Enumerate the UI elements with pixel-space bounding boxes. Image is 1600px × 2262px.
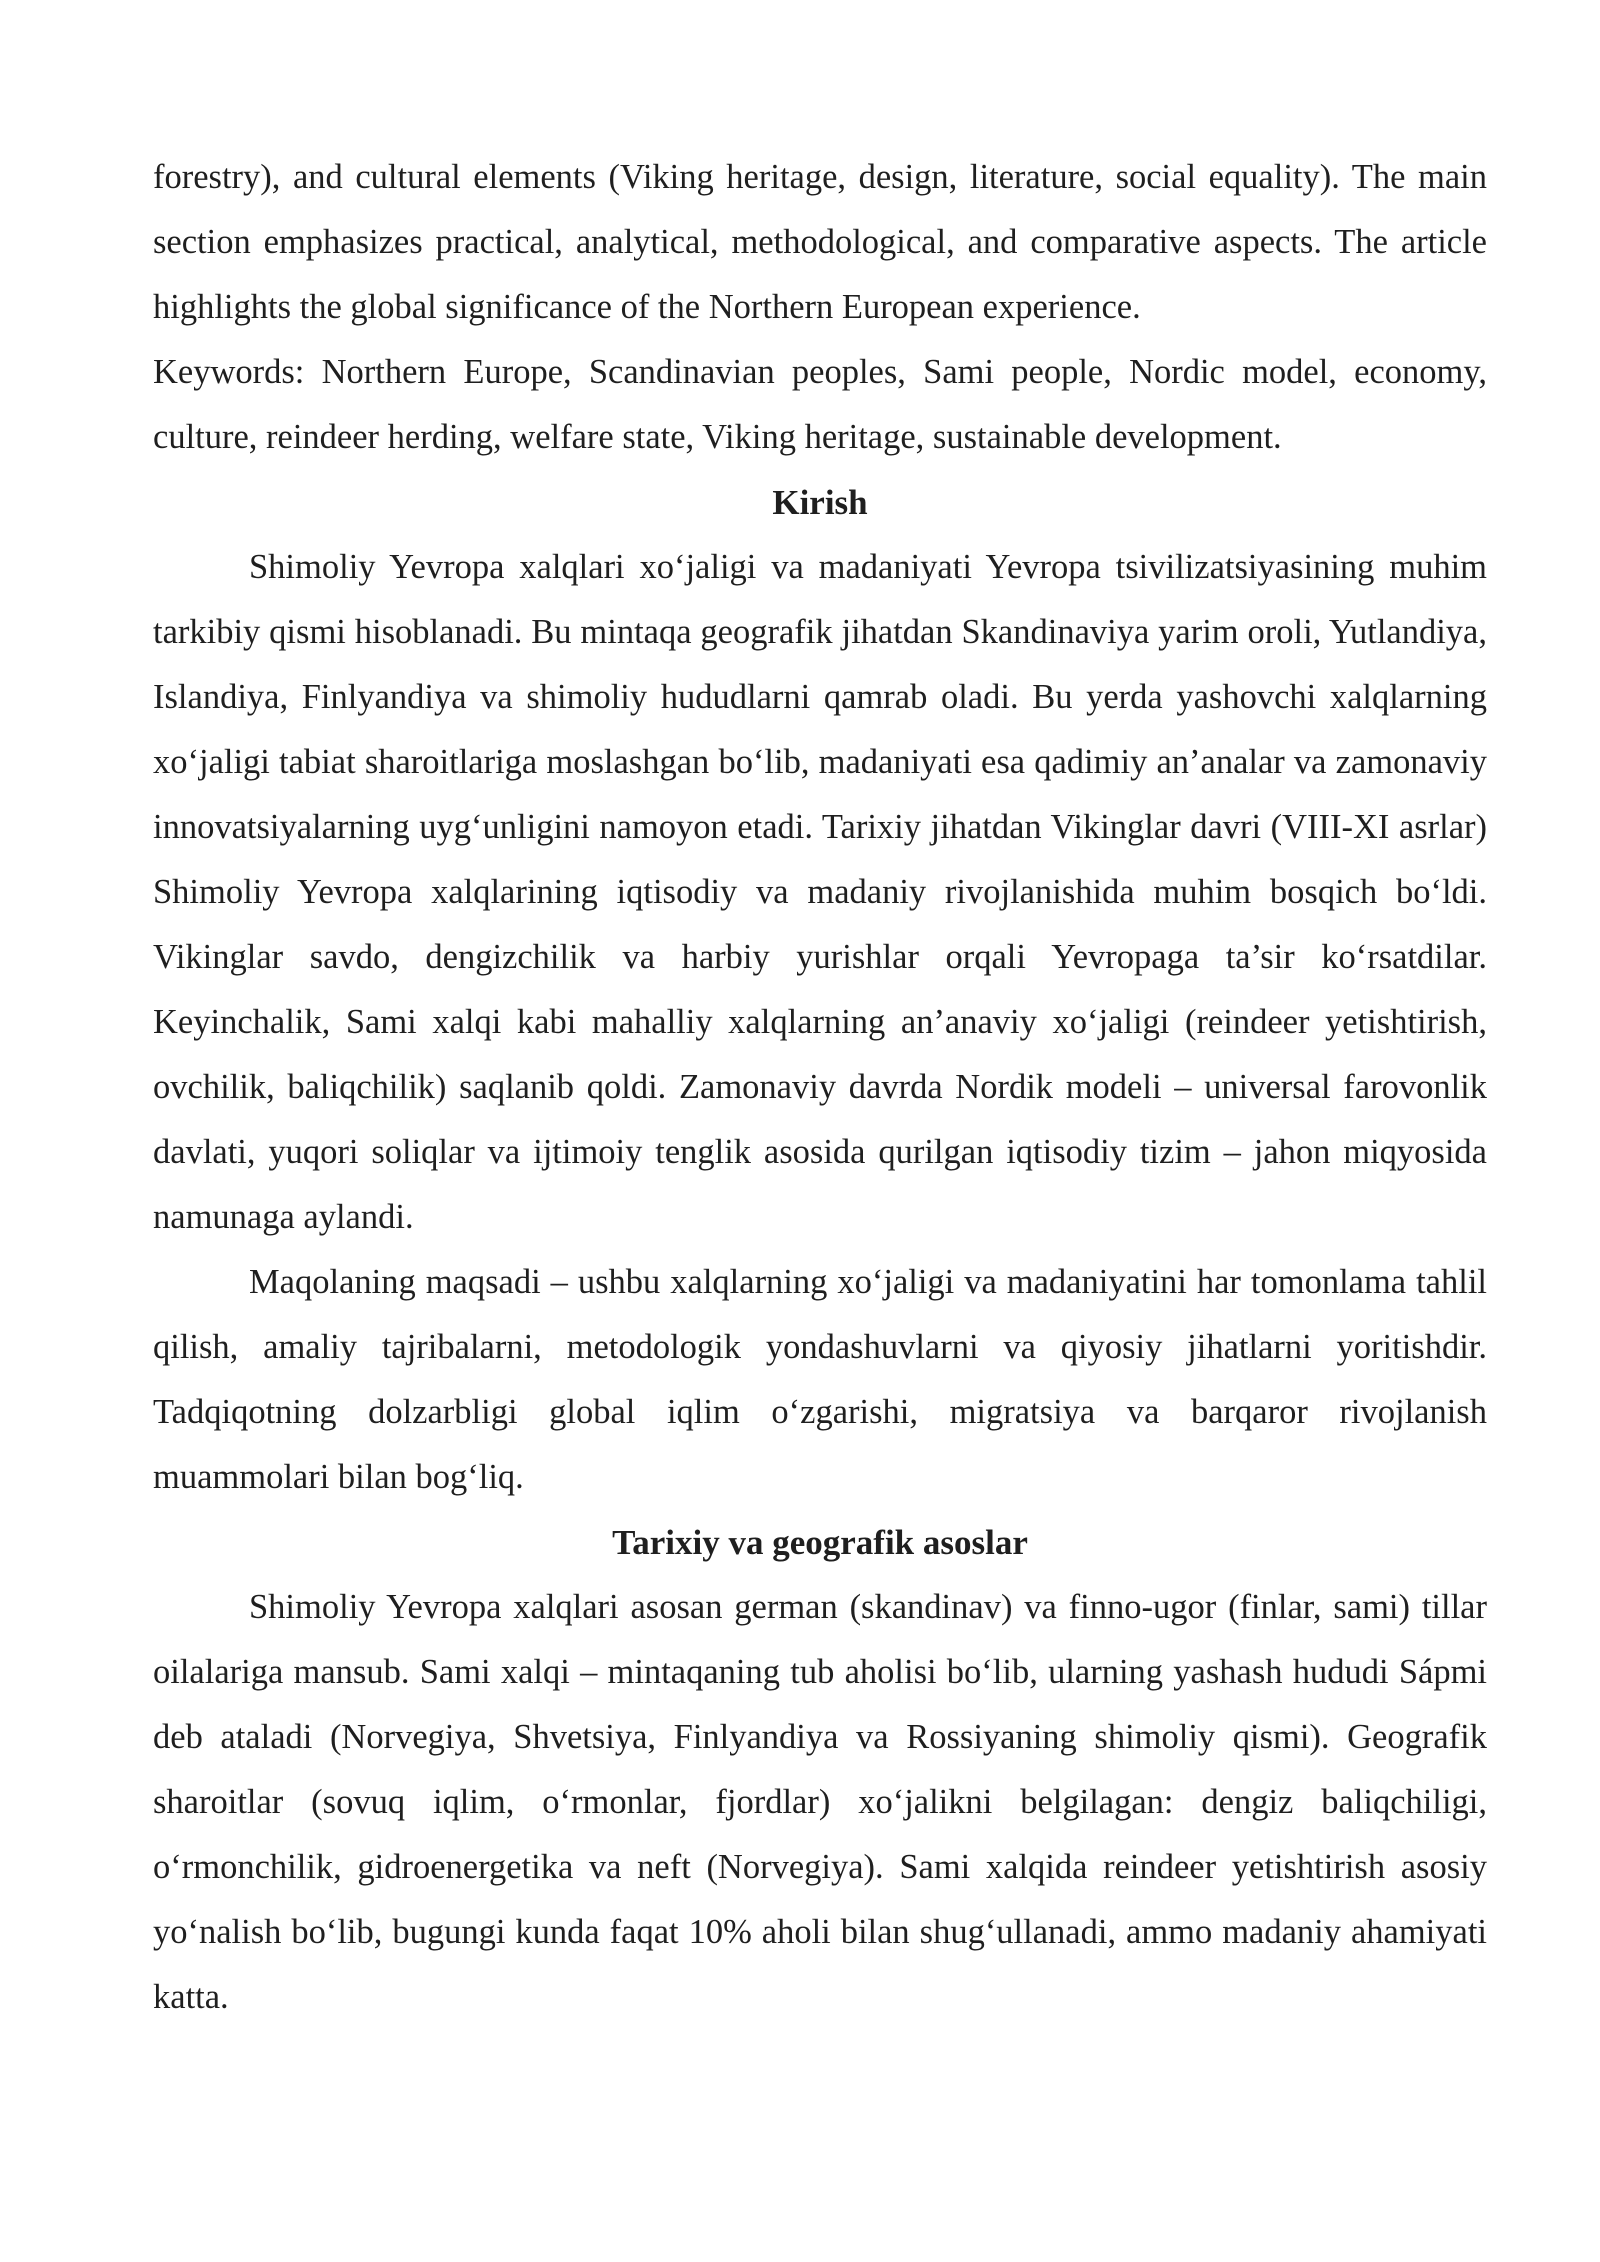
abstract-continuation: forestry), and cultural elements (Viking heritage, design, literature, social equality). The main section emphasizes practical, analytical, methodological, and comparative aspects. The article highlights the global significance of the Northern European experience.: [153, 158, 1487, 326]
section-heading-history: Tarixiy va geografik asoslar: [612, 1523, 1028, 1562]
keywords-text: Northern Europe, Scandinavian peoples, Sami people, Nordic model, economy, culture, reindeer herding, welfare state, Viking heritage, sustainable development.: [153, 353, 1487, 456]
keywords-label: Keywords:: [153, 353, 305, 391]
intro-paragraph-2: Maqolaning maqsadi – ushbu xalqlarning xo‘jaligi va madaniyatini har tomonlama tahlil qilish, amaliy tajribalarni, metodologik yondashuvlarni va qiyosiy jihatlarni yoritishdir. Tadqiqotning dolzarbligi global iqlim o‘zgarishi, migratsiya va barqaror rivojlanish muammolari bilan bog‘liq.: [153, 1263, 1487, 1496]
history-paragraph-1: Shimoliy Yevropa xalqlari asosan german (skandinav) va finno-ugor (finlar, sami) tillar oilalariga mansub. Sami xalqi – mintaqaning tub aholisi bo‘lib, ularning yashash hududi Sápmi deb ataladi (Norvegiya, Shvetsiya, Finlyandiya va Rossiyaning shimoliy qismi). Geografik sharoitlar (sovuq iqlim, o‘rmonlar, fjordlar) xo‘jalikni belgilagan: dengiz baliqchiligi, o‘rmonchilik, gidroenergetika va neft (Norvegiya). Sami xalqida reindeer yetishtirish asosiy yo‘nalish bo‘lib, bugungi kunda faqat 10% aholi bilan shug‘ullanadi, ammo madaniy ahamiyati katta.: [153, 1588, 1487, 2016]
section-heading-intro: Kirish: [772, 483, 868, 522]
intro-paragraph-1: Shimoliy Yevropa xalqlari xo‘jaligi va madaniyati Yevropa tsivilizatsiyasining muhim tarkibiy qismi hisoblanadi. Bu mintaqa geografik jihatdan Skandinaviya yarim oroli, Yutlandiya, Islandiya, Finlyandiya va shimoliy hududlarni qamrab oladi. Bu yerda yashovchi xalqlarning xo‘jaligi tabiat sharoitlariga moslashgan bo‘lib, madaniyati esa qadimiy an’analar va zamonaviy innovatsiyalarning uyg‘unligini namoyon etadi. Tarixiy jihatdan Vikinglar davri (VIII-XI asrlar) Shimoliy Yevropa xalqlarining iqtisodiy va madaniy rivojlanishida muhim bosqich bo‘ldi. Vikinglar savdo, dengizchilik va harbiy yurishlar orqali Yevropaga ta’sir ko‘rsatdilar. Keyinchalik, Sami xalqi kabi mahalliy xalqlarning an’anaviy xo‘jaligi (reindeer yetishtirish, ovchilik, baliqchilik) saqlanib qoldi. Zamonaviy davrda Nordik modeli – universal farovonlik davlati, yuqori soliqlar va ijtimoiy tenglik asosida qurilgan iqtisodiy tizim – jahon miqyosida namunaga aylandi.: [153, 548, 1487, 1236]
document-page: [153, 145, 1487, 2030]
keywords-paragraph: [153, 340, 1487, 470]
